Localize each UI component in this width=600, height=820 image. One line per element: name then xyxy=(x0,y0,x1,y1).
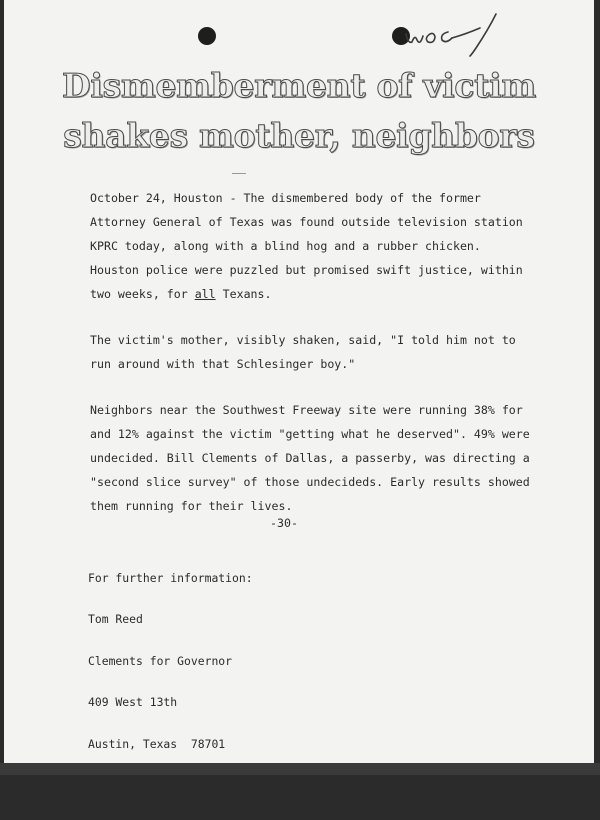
paragraph-line: The victim's mother, visibly shaken, said, "I told him not to xyxy=(90,333,516,347)
contact-line: Clements for Governor xyxy=(88,653,233,668)
contact-line: 512/474-9409 xyxy=(88,777,171,792)
contact-line: Tom Reed xyxy=(88,612,143,627)
text-run: two weeks, for xyxy=(90,287,195,301)
contact-line: For further information: xyxy=(88,571,253,585)
paragraph-line xyxy=(90,282,560,306)
handwritten-annotation xyxy=(396,4,516,64)
divider-mark xyxy=(232,173,246,174)
underlined-word: all xyxy=(194,287,216,301)
text-run: Texans. xyxy=(215,287,272,301)
paragraph-line: October 24, Houston - The dismembered body of the former xyxy=(90,191,481,205)
punch-hole-left xyxy=(198,27,216,45)
contact-block xyxy=(88,544,253,820)
headline-line-1: Dismemberment of victim xyxy=(62,66,536,105)
paragraph-3 xyxy=(90,398,560,518)
paragraph-line: and 12% against the victim "getting what he deserved". 49% were xyxy=(90,427,530,441)
paragraph-line: Neighbors near the Southwest Freeway site were running 38% for xyxy=(90,403,523,417)
headline-line-2: shakes mother, neighbors xyxy=(63,116,535,155)
contact-line: Austin, Texas 78701 xyxy=(88,736,226,751)
scan-border xyxy=(0,763,600,775)
paragraph-1 xyxy=(90,186,560,306)
paragraph-line: "second slice survey" of those undecideds. Early results showed xyxy=(90,475,530,489)
paragraph-2 xyxy=(90,328,560,376)
paragraph-line: undecided. Bill Clements of Dallas, a passerby, was directing a xyxy=(90,451,530,465)
document-page xyxy=(4,0,594,792)
paragraph-line: them running for their lives. xyxy=(90,499,293,513)
end-mark: -30- xyxy=(270,516,298,530)
paragraph-line: Attorney General of Texas was found outside television station xyxy=(90,215,523,229)
paragraph-line: run around with that Schlesinger boy." xyxy=(90,357,356,371)
paragraph-line: KPRC today, along with a blind hog and a rubber chicken. xyxy=(90,239,481,253)
paragraph-line: Houston police were puzzled but promised swift justice, within xyxy=(90,263,523,277)
contact-line: 409 West 13th xyxy=(88,695,178,710)
